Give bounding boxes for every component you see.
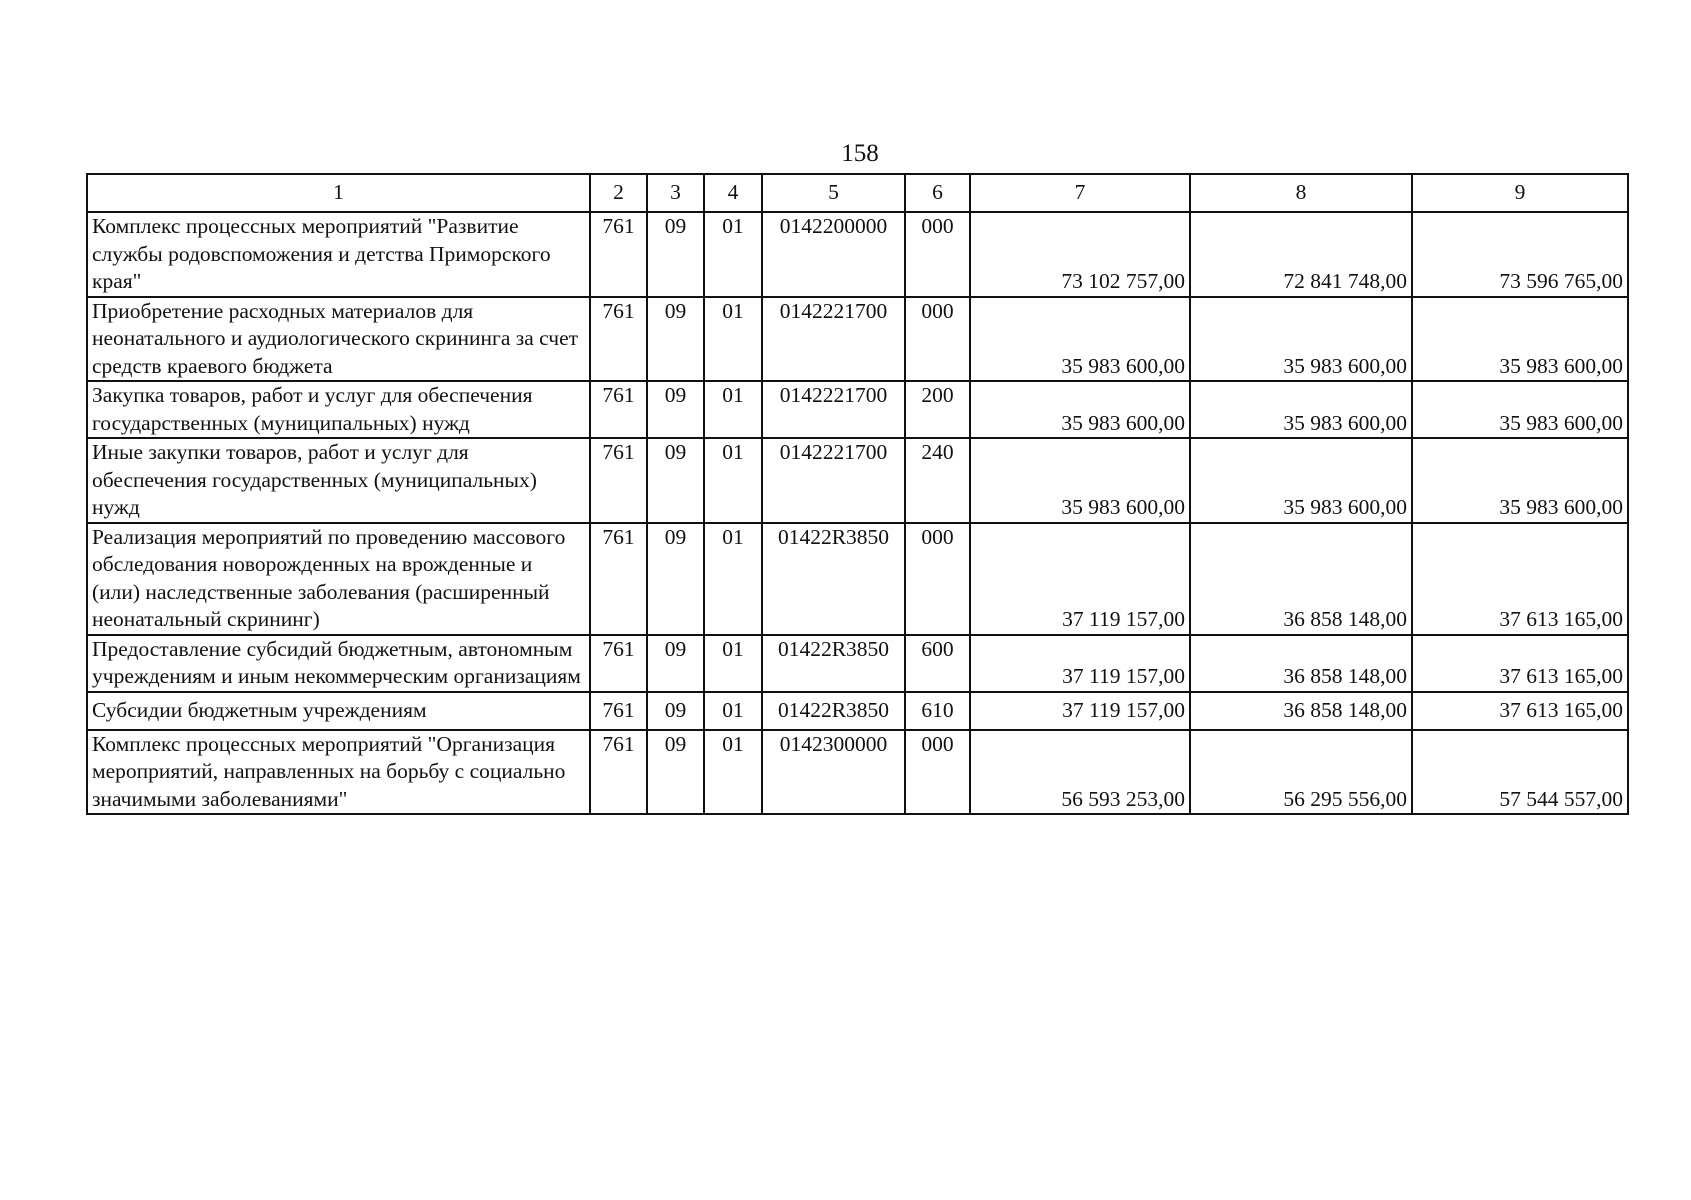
expense-type-cell: 240 — [905, 438, 970, 523]
amount-col7-cell: 37 119 157,00 — [970, 523, 1190, 635]
amount-col7-cell: 35 983 600,00 — [970, 297, 1190, 382]
expense-type-cell: 000 — [905, 212, 970, 297]
amount-col8-cell: 36 858 148,00 — [1190, 635, 1412, 692]
target-article-cell: 0142200000 — [762, 212, 905, 297]
row-name-cell: Комплекс процессных мероприятий "Организация мероприятий, направленных на борьбу с социально значимыми заболеваниями" — [87, 730, 590, 815]
amount-col8-cell: 56 295 556,00 — [1190, 730, 1412, 815]
row-name-cell: Реализация мероприятий по проведению массового обследования новорожденных на врожденные и (или) наследственные заболевания (расширенный неонатальный скрининг) — [87, 523, 590, 635]
table-header-row — [87, 174, 1628, 212]
page-number: 158 — [841, 140, 879, 167]
target-article-cell: 0142221700 — [762, 381, 905, 438]
amount-col7-cell: 35 983 600,00 — [970, 438, 1190, 523]
target-article-cell: 01422R3850 — [762, 523, 905, 635]
target-article-cell: 0142221700 — [762, 438, 905, 523]
expense-type-cell: 000 — [905, 730, 970, 815]
amount-col9-cell: 35 983 600,00 — [1412, 381, 1628, 438]
expense-type-cell: 200 — [905, 381, 970, 438]
header-cell-2: 2 — [590, 174, 647, 212]
amount-col9-cell: 35 983 600,00 — [1412, 297, 1628, 382]
amount-col9-cell: 73 596 765,00 — [1412, 212, 1628, 297]
subsection-code-cell: 01 — [704, 692, 762, 730]
section-code-cell: 09 — [647, 523, 704, 635]
section-code-cell: 09 — [647, 730, 704, 815]
subsection-code-cell: 01 — [704, 212, 762, 297]
subsection-code-cell: 01 — [704, 297, 762, 382]
section-code-cell: 09 — [647, 212, 704, 297]
header-cell-6: 6 — [905, 174, 970, 212]
table-row — [87, 297, 1628, 382]
expense-type-cell: 000 — [905, 523, 970, 635]
header-cell-1: 1 — [87, 174, 590, 212]
subsection-code-cell: 01 — [704, 381, 762, 438]
amount-col9-cell: 37 613 165,00 — [1412, 692, 1628, 730]
amount-col8-cell: 72 841 748,00 — [1190, 212, 1412, 297]
row-name-cell: Комплекс процессных мероприятий "Развитие службы родовспоможения и детства Приморского края" — [87, 212, 590, 297]
table-row — [87, 730, 1628, 815]
row-name-cell: Приобретение расходных материалов для неонатального и аудиологического скрининга за счет средств краевого бюджета — [87, 297, 590, 382]
target-article-cell: 0142221700 — [762, 297, 905, 382]
amount-col7-cell: 56 593 253,00 — [970, 730, 1190, 815]
amount-col8-cell: 35 983 600,00 — [1190, 381, 1412, 438]
header-cell-8: 8 — [1190, 174, 1412, 212]
budget-table — [86, 173, 1629, 815]
amount-col7-cell: 35 983 600,00 — [970, 381, 1190, 438]
amount-col8-cell: 36 858 148,00 — [1190, 523, 1412, 635]
header-cell-3: 3 — [647, 174, 704, 212]
amount-col9-cell: 57 544 557,00 — [1412, 730, 1628, 815]
amount-col8-cell: 36 858 148,00 — [1190, 692, 1412, 730]
table-row — [87, 438, 1628, 523]
subsection-code-cell: 01 — [704, 523, 762, 635]
amount-col9-cell: 37 613 165,00 — [1412, 635, 1628, 692]
grbs-code-cell: 761 — [590, 730, 647, 815]
amount-col8-cell: 35 983 600,00 — [1190, 297, 1412, 382]
grbs-code-cell: 761 — [590, 297, 647, 382]
grbs-code-cell: 761 — [590, 635, 647, 692]
grbs-code-cell: 761 — [590, 212, 647, 297]
subsection-code-cell: 01 — [704, 730, 762, 815]
expense-type-cell: 600 — [905, 635, 970, 692]
grbs-code-cell: 761 — [590, 523, 647, 635]
header-cell-7: 7 — [970, 174, 1190, 212]
section-code-cell: 09 — [647, 692, 704, 730]
target-article-cell: 0142300000 — [762, 730, 905, 815]
table-row — [87, 523, 1628, 635]
amount-col7-cell: 73 102 757,00 — [970, 212, 1190, 297]
amount-col7-cell: 37 119 157,00 — [970, 692, 1190, 730]
header-cell-9: 9 — [1412, 174, 1628, 212]
grbs-code-cell: 761 — [590, 381, 647, 438]
subsection-code-cell: 01 — [704, 438, 762, 523]
row-name-cell: Субсидии бюджетным учреждениям — [87, 692, 590, 730]
header-cell-5: 5 — [762, 174, 905, 212]
amount-col8-cell: 35 983 600,00 — [1190, 438, 1412, 523]
expense-type-cell: 000 — [905, 297, 970, 382]
row-name-cell: Предоставление субсидий бюджетным, автономным учреждениям и иным некоммерческим организациям — [87, 635, 590, 692]
row-name-cell: Иные закупки товаров, работ и услуг для обеспечения государственных (муниципальных) нужд — [87, 438, 590, 523]
table-row — [87, 381, 1628, 438]
section-code-cell: 09 — [647, 438, 704, 523]
grbs-code-cell: 761 — [590, 692, 647, 730]
expense-type-cell: 610 — [905, 692, 970, 730]
header-cell-4: 4 — [704, 174, 762, 212]
row-name-cell: Закупка товаров, работ и услуг для обеспечения государственных (муниципальных) нужд — [87, 381, 590, 438]
amount-col9-cell: 37 613 165,00 — [1412, 523, 1628, 635]
subsection-code-cell: 01 — [704, 635, 762, 692]
section-code-cell: 09 — [647, 381, 704, 438]
amount-col7-cell: 37 119 157,00 — [970, 635, 1190, 692]
table-row — [87, 212, 1628, 297]
section-code-cell: 09 — [647, 297, 704, 382]
table-row — [87, 692, 1628, 730]
amount-col9-cell: 35 983 600,00 — [1412, 438, 1628, 523]
grbs-code-cell: 761 — [590, 438, 647, 523]
target-article-cell: 01422R3850 — [762, 692, 905, 730]
section-code-cell: 09 — [647, 635, 704, 692]
table-row — [87, 635, 1628, 692]
target-article-cell: 01422R3850 — [762, 635, 905, 692]
